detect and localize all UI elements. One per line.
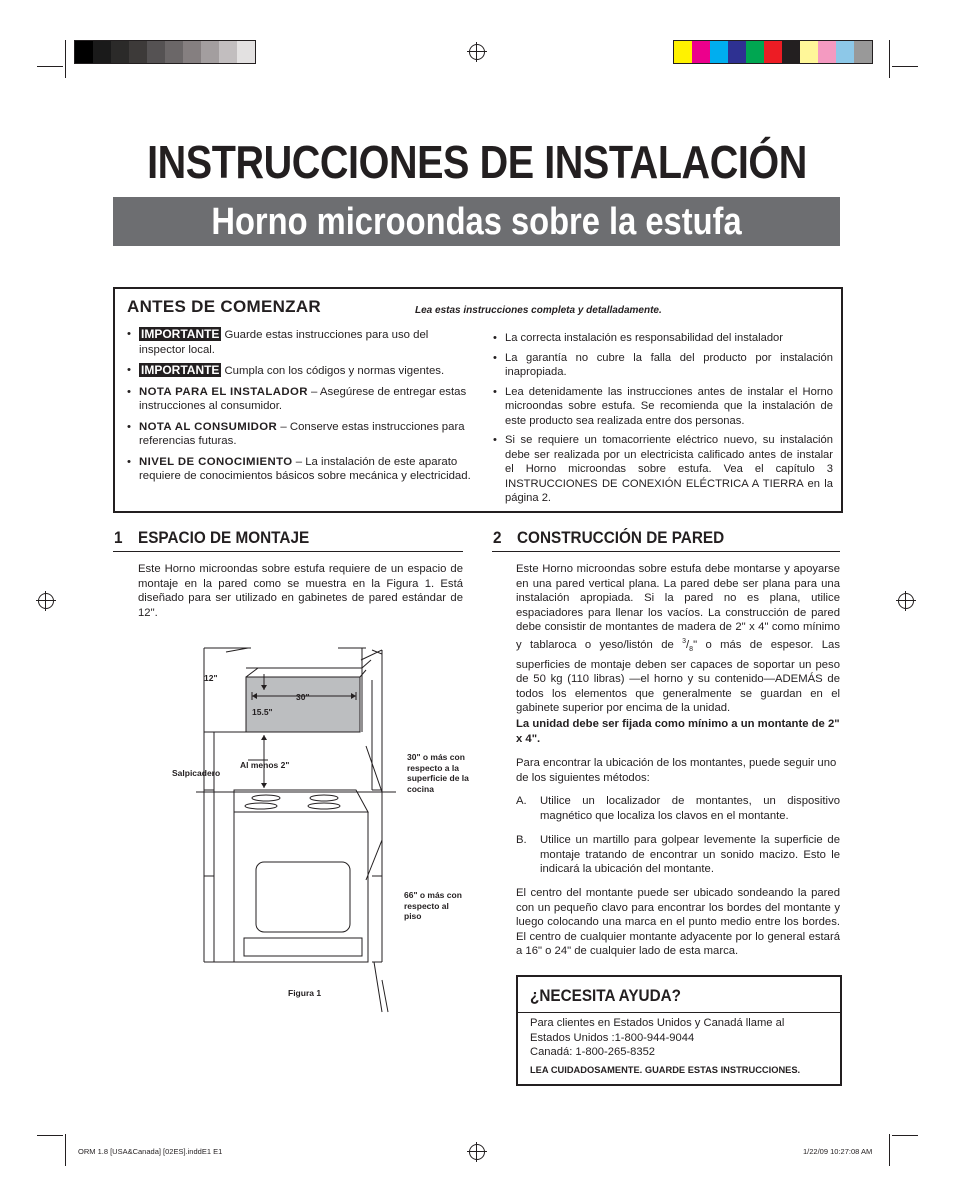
crop-mark (892, 1135, 918, 1136)
section-1-divider (113, 551, 463, 552)
crop-mark (889, 40, 890, 78)
list-item-text: – Conserve estas instrucciones para referencias futuras. (139, 420, 465, 447)
registration-mark-icon (38, 593, 54, 609)
help-contact (530, 1016, 784, 1060)
process-swatch (674, 41, 692, 63)
list-item-text: – Asegúrese de entregar estas instrucciones al consumidor. (139, 385, 467, 412)
grayscale-color-bar (74, 40, 256, 64)
before-you-begin-left-list (127, 327, 472, 490)
gray-swatch (93, 41, 111, 63)
important-tag: IMPORTANTE (141, 327, 220, 341)
gray-swatch (183, 41, 201, 63)
gray-swatch (147, 41, 165, 63)
help-phone-canada: Canadá: 1-800-265-8352 (530, 1046, 656, 1059)
list-item-text: Lea detenidamente las instrucciones antes de instalar el Horno microondas sobre estufa. Se recomienda que la instalación de este producto sea realizada entre dos personas. (505, 385, 833, 427)
registration-mark-icon (469, 1144, 485, 1160)
section-1-title: ESPACIO DE MONTAJE (138, 528, 310, 547)
list-item: • Si se requiere un tomacorriente eléctrico nuevo, su instalación debe ser realizada por un electricista calificado antes de instalar el Horno microondas sobre estufa. Vea el capítulo 3 INSTRUCCIONES DE CONEXIÓN ELÉCTRICA A TIERRA en la página 2. (493, 434, 833, 504)
list-item: • La correcta instalación es responsabilidad del instalador (493, 332, 783, 344)
process-swatch (710, 41, 728, 63)
registration-mark-icon (898, 593, 914, 609)
process-color-bar (673, 40, 873, 64)
help-phone-usa: Estados Unidos :1-800-944-9044 (530, 1031, 695, 1044)
figure-label-30-or-more: 30" o más con respecto a la superficie de la cocina (407, 752, 469, 794)
crop-mark (37, 1135, 63, 1136)
section-2-strong-note: La unidad debe ser fijada como mínimo a un montante de 2" x 4". (516, 718, 840, 745)
list-item-label: NIVEL DE CONOCIMIENTO (139, 455, 293, 468)
before-you-begin-right-list (493, 331, 833, 511)
before-you-begin-box (113, 287, 843, 513)
section-2-number: 2 (493, 528, 502, 547)
important-tag: IMPORTANTE (141, 363, 220, 377)
process-swatch (800, 41, 818, 63)
gray-swatch (111, 41, 129, 63)
process-swatch (854, 41, 872, 63)
section-2-divider (492, 551, 840, 552)
process-swatch (728, 41, 746, 63)
figure-label-66-or-more: 66" o más con respecto al piso (404, 890, 462, 921)
list-item: • La garantía no cubre la falla del producto por instalación inapropiada. (493, 351, 833, 378)
section-1-number: 1 (114, 528, 123, 547)
method-b-letter: B. (516, 834, 527, 846)
list-item: • NOTA PARA EL INSTALADOR – Asegúrese de entregar estas instrucciones al consumidor. (127, 385, 467, 412)
method-a-text: Utilice un localizador de montantes, un dispositivo magnético que localiza los clavos en el montante. (540, 795, 840, 822)
help-divider (518, 1012, 840, 1013)
method-b-text: Utilice un martillo para golpear levemente la superficie de montaje tratando de encontrar un sonido macizo. Esto le indicará la ubicación del montante. (540, 834, 840, 876)
figure-label-12: 12" (204, 673, 218, 683)
page-title: INSTRUCCIONES DE INSTALACIÓN (147, 136, 807, 188)
section-2-methods-intro: Para encontrar la ubicación de los montantes, puede seguir uno de los siguientes métodos: (516, 757, 837, 784)
help-title: ¿NECESITA AYUDA? (530, 986, 682, 1005)
section-1-body: Este Horno microondas sobre estufa requiere de un espacio de montaje en la pared como se muestra en la Figura 1. Está diseñado para ser utilizado en gabinetes de pared estándar de 12". (138, 563, 463, 619)
process-swatch (746, 41, 764, 63)
before-you-begin-title: ANTES DE COMENZAR (127, 297, 321, 316)
fraction-numerator: 3 (682, 637, 687, 645)
page-subtitle: Horno microondas sobre la estufa (211, 201, 742, 243)
gray-swatch (237, 41, 255, 63)
section-2-stud-center: El centro del montante puede ser ubicado sondeando la pared con un pequeño clavo para encontrar los bordes del montante y luego colocando una marca en el punto medio entre los bordes. El centro de cualquier montante adyacente por lo general estará a 16" o 24" de cualquier lado de esta marca. (516, 887, 840, 958)
crop-mark (889, 1134, 890, 1166)
help-warning: LEA CUIDADOSAMENTE. GUARDE ESTAS INSTRUCCIONES. (530, 1065, 801, 1075)
paragraph-text: " o más de espesor. Las superficies de montaje deben ser capaces de soportar un peso de 50 kg (110 libras) —el horno y su contenido—ADEMÁS de todos los elementos que generalmente se guardan en el gabinete superior por encima de la unidad. (516, 638, 840, 715)
process-swatch (836, 41, 854, 63)
list-item-text: Guarde estas instrucciones para uso del inspector local. (139, 329, 429, 356)
subtitle-banner (113, 197, 840, 246)
process-swatch (818, 41, 836, 63)
section-2-paragraph: Este Horno microondas sobre estufa debe montarse y apoyarse en una pared vertical plana. La pared debe ser plana para una instalación apropiada. Si la pared no es plana, utilice espaciadores para llenar los vacíos. La construcción de pared debe consistir de montantes de madera de 2" x 4" como mínimo y tablaroca o yeso/listón de $^3/_8$" o más de espesor. Las superficies de montaje deben ser capaces de soportar un peso de 50 kg (110 libras) —el horno y su contenido—ADEMÁS de todos los elementos que generalmente se guardan en el gabinete superior por encima de la unidad. (516, 563, 840, 715)
list-item-text: – La instalación de este aparato requiere de conocimientos básicos sobre mecánica y electricidad. (139, 455, 471, 482)
list-item: • IMPORTANTE Guarde estas instrucciones para uso del inspector local. (127, 327, 429, 356)
process-swatch (782, 41, 800, 63)
section-2-title: CONSTRUCCIÓN DE PARED (517, 528, 725, 547)
footer-timestamp: 1/22/09 10:27:08 AM (803, 1147, 873, 1156)
list-item-label: NOTA PARA EL INSTALADOR (139, 385, 308, 398)
figure-1-diagram (196, 640, 426, 1020)
gray-swatch (75, 41, 93, 63)
gray-swatch (201, 41, 219, 63)
fraction-denominator: 8 (689, 645, 694, 653)
gray-swatch (129, 41, 147, 63)
list-item-label: NOTA AL CONSUMIDOR (139, 420, 278, 433)
list-item-text: Si se requiere un tomacorriente eléctrico nuevo, su instalación debe ser realizada por un electricista calificado antes de instalar el Horno microondas sobre estufa. Vea el capítulo 3 INSTRUCCIONES DE CONEXIÓN ELÉCTRICA A TIERRA en la página 2. (505, 434, 833, 504)
process-swatch (764, 41, 782, 63)
process-swatch (692, 41, 710, 63)
help-line-1: Para clientes en Estados Unidos y Canadá llame al (530, 1017, 785, 1029)
list-item: • NIVEL DE CONOCIMIENTO – La instalación de este aparato requiere de conocimientos básicos sobre mecánica y electricidad. (127, 455, 471, 482)
list-item: • Lea detenidamente las instrucciones antes de instalar el Horno microondas sobre estufa. Se recomienda que la instalación de este producto sea realizada entre dos personas. (493, 385, 833, 427)
paragraph-text: Este Horno microondas sobre estufa debe montarse y apoyarse en una pared vertical plana. La pared debe ser plana para una instalación apropiada. Si la pared no es plana, utilice espaciadores para llenar los vacíos. La construcción de pared debe consistir de montantes de madera de 2" x 4" como mínimo y tablaroca o yeso/listón de (516, 563, 840, 651)
list-item-text: La correcta instalación es responsabilidad del instalador (505, 332, 783, 344)
crop-mark (65, 1134, 66, 1166)
gray-swatch (165, 41, 183, 63)
figure-label-backsplash: Salpicadero (172, 768, 221, 778)
crop-mark (65, 40, 66, 78)
before-you-begin-note: Lea estas instrucciones completa y detalladamente. (415, 305, 662, 316)
figure-caption: Figura 1 (288, 988, 322, 998)
registration-mark-icon (469, 44, 485, 60)
footer-file-info: ORM 1.8 [USA&Canada] [02ES].inddE1 E1 (78, 1147, 223, 1156)
list-item-text: La garantía no cubre la falla del producto por instalación inapropiada. (505, 351, 833, 378)
list-item-text: Cumpla con los códigos y normas vigentes. (224, 365, 445, 377)
figure-label-at-least: Al menos 2" (240, 760, 290, 770)
crop-mark (37, 66, 63, 67)
list-item: • IMPORTANTE Cumpla con los códigos y normas vigentes. (127, 363, 445, 377)
figure-label-30: 30" (296, 692, 310, 702)
list-item: • NOTA AL CONSUMIDOR – Conserve estas instrucciones para referencias futuras. (127, 420, 465, 447)
method-a-letter: A. (516, 795, 527, 807)
gray-swatch (219, 41, 237, 63)
crop-mark (892, 66, 918, 67)
figure-label-15-5: 15.5" (252, 707, 273, 717)
help-box (516, 975, 842, 1086)
